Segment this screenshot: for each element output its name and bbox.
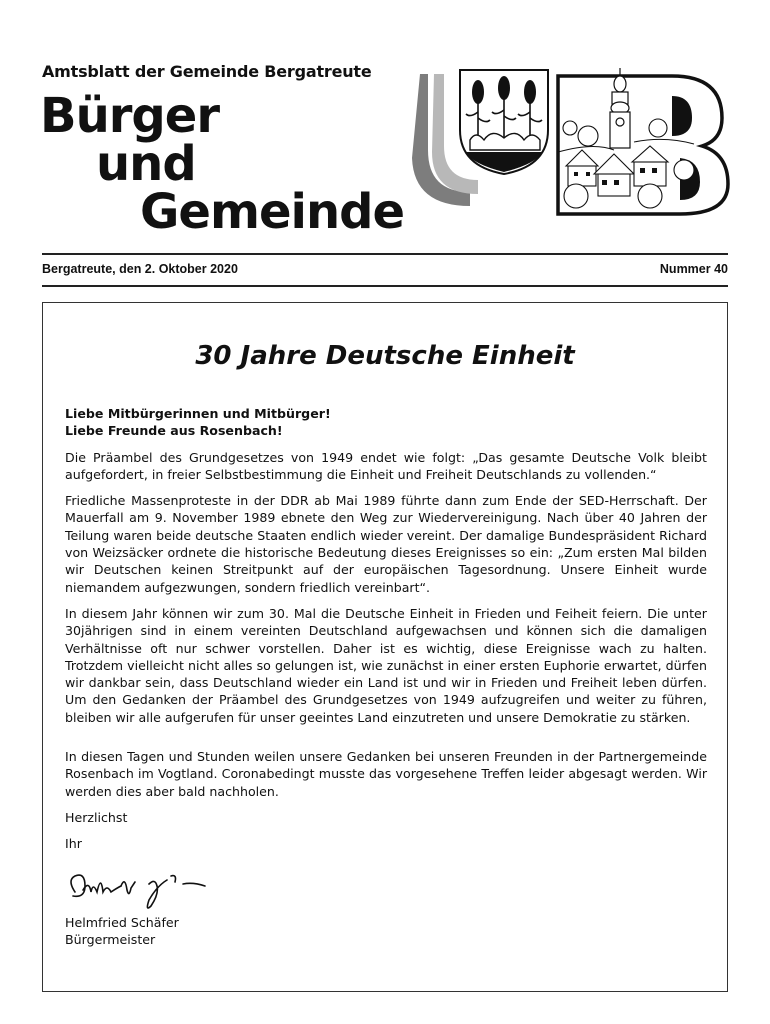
logo-letter: B <box>404 62 405 63</box>
signer-block <box>65 914 707 949</box>
masthead-title-line-1: Bürger <box>40 88 220 144</box>
signature-intro: Ihr <box>65 836 82 852</box>
masthead-rule-top <box>42 253 728 255</box>
salutation <box>65 405 707 440</box>
handwritten-signature <box>65 862 215 914</box>
salutation-line-1: Liebe Mitbürgerinnen und Mitbürger! <box>65 406 331 421</box>
masthead-title-line-2: und <box>96 136 196 192</box>
masthead-subtitle: Amtsblatt der Gemeinde Bergatreute <box>42 62 372 81</box>
article-frame <box>42 302 728 992</box>
article-paragraph: In diesem Jahr können wir zum 30. Mal die Deutsche Einheit in Frieden und Feiheit feiern. Die unter 30jährigen sind in einem vereinten Deutschland aufgewachsen und können sich die damaligen Verhältnisse oft nur schwer vorstellen. Daher ist es wichtig, diese Ereignisse wach zu halten. Trotzdem vielleicht nicht alles so gelungen ist, wie zunächst in einer ersten Euphorie erwartet, dürfen wir dankbar sein, dass Deutschland wieder ein Land ist und wir in Frieden und Freiheit leben dürfen. Um den Gedanken der Präambel des Grundgesetzes von 1949 aufzugreifen und weiter zu führen, bleiben wir alle aufgerufen für unser geeintes Land einzutreten und unsere Demokratie zu stärken. <box>65 605 707 725</box>
signer-title: Bürgermeister <box>65 931 156 947</box>
masthead-title-line-3: Gemeinde <box>140 184 405 240</box>
article-paragraph: Friedliche Massenproteste in der DDR ab Mai 1989 führte dann zum Ende der SED-Herrschaft. Der Mauerfall am 9. November 1989 ebnete den Weg zur Wiedervereinigung. Nach über 40 Jahren der Teilung waren beide deutsche Staaten endlich wieder vereint. Der damalige Bundespräsident Richard von Weizsäcker ordnete die historische Bedeutung dieses Ereignisses so ein: „Zum ersten Mal bilden wir Deutschen keinen Streitpunkt auf der europäischen Tagesordnung. Unsere Einheit wurde niemandem aufgezwungen, sondern friedlich vereinbart“. <box>65 493 707 595</box>
article-body <box>65 405 707 957</box>
article-paragraph: In diesen Tagen und Stunden weilen unsere Gedanken bei unseren Freunden in der Partnergemeinde Rosenbach im Vogtland. Coronabedingt musste das vorgesehene Treffen leider abgesagt werden. Wir werden dies aber bald nachholen. <box>65 749 707 799</box>
article-paragraph: Die Präambel des Grundgesetzes von 1949 endet wie folgt: „Das gesamte Deutsche Volk bleibt aufgefordert, in freier Selbstbestimmung die Einheit und Freiheit Deutschlands zu vollenden.“ <box>65 449 707 482</box>
issue-number: Nummer 40 <box>659 262 728 276</box>
municipality-logo <box>404 62 730 222</box>
signer-name: Helmfried Schäfer <box>65 914 179 930</box>
article-headline: 30 Jahre Deutsche Einheit <box>195 341 575 371</box>
issue-dateline: Bergatreute, den 2. Oktober 2020 <box>42 262 238 276</box>
village-letter-b <box>558 68 728 214</box>
closing-text: Herzlichst <box>65 809 128 825</box>
coat-of-arms <box>460 70 548 174</box>
masthead-rule-bottom <box>42 285 728 287</box>
salutation-line-2: Liebe Freunde aus Rosenbach! <box>65 423 283 439</box>
